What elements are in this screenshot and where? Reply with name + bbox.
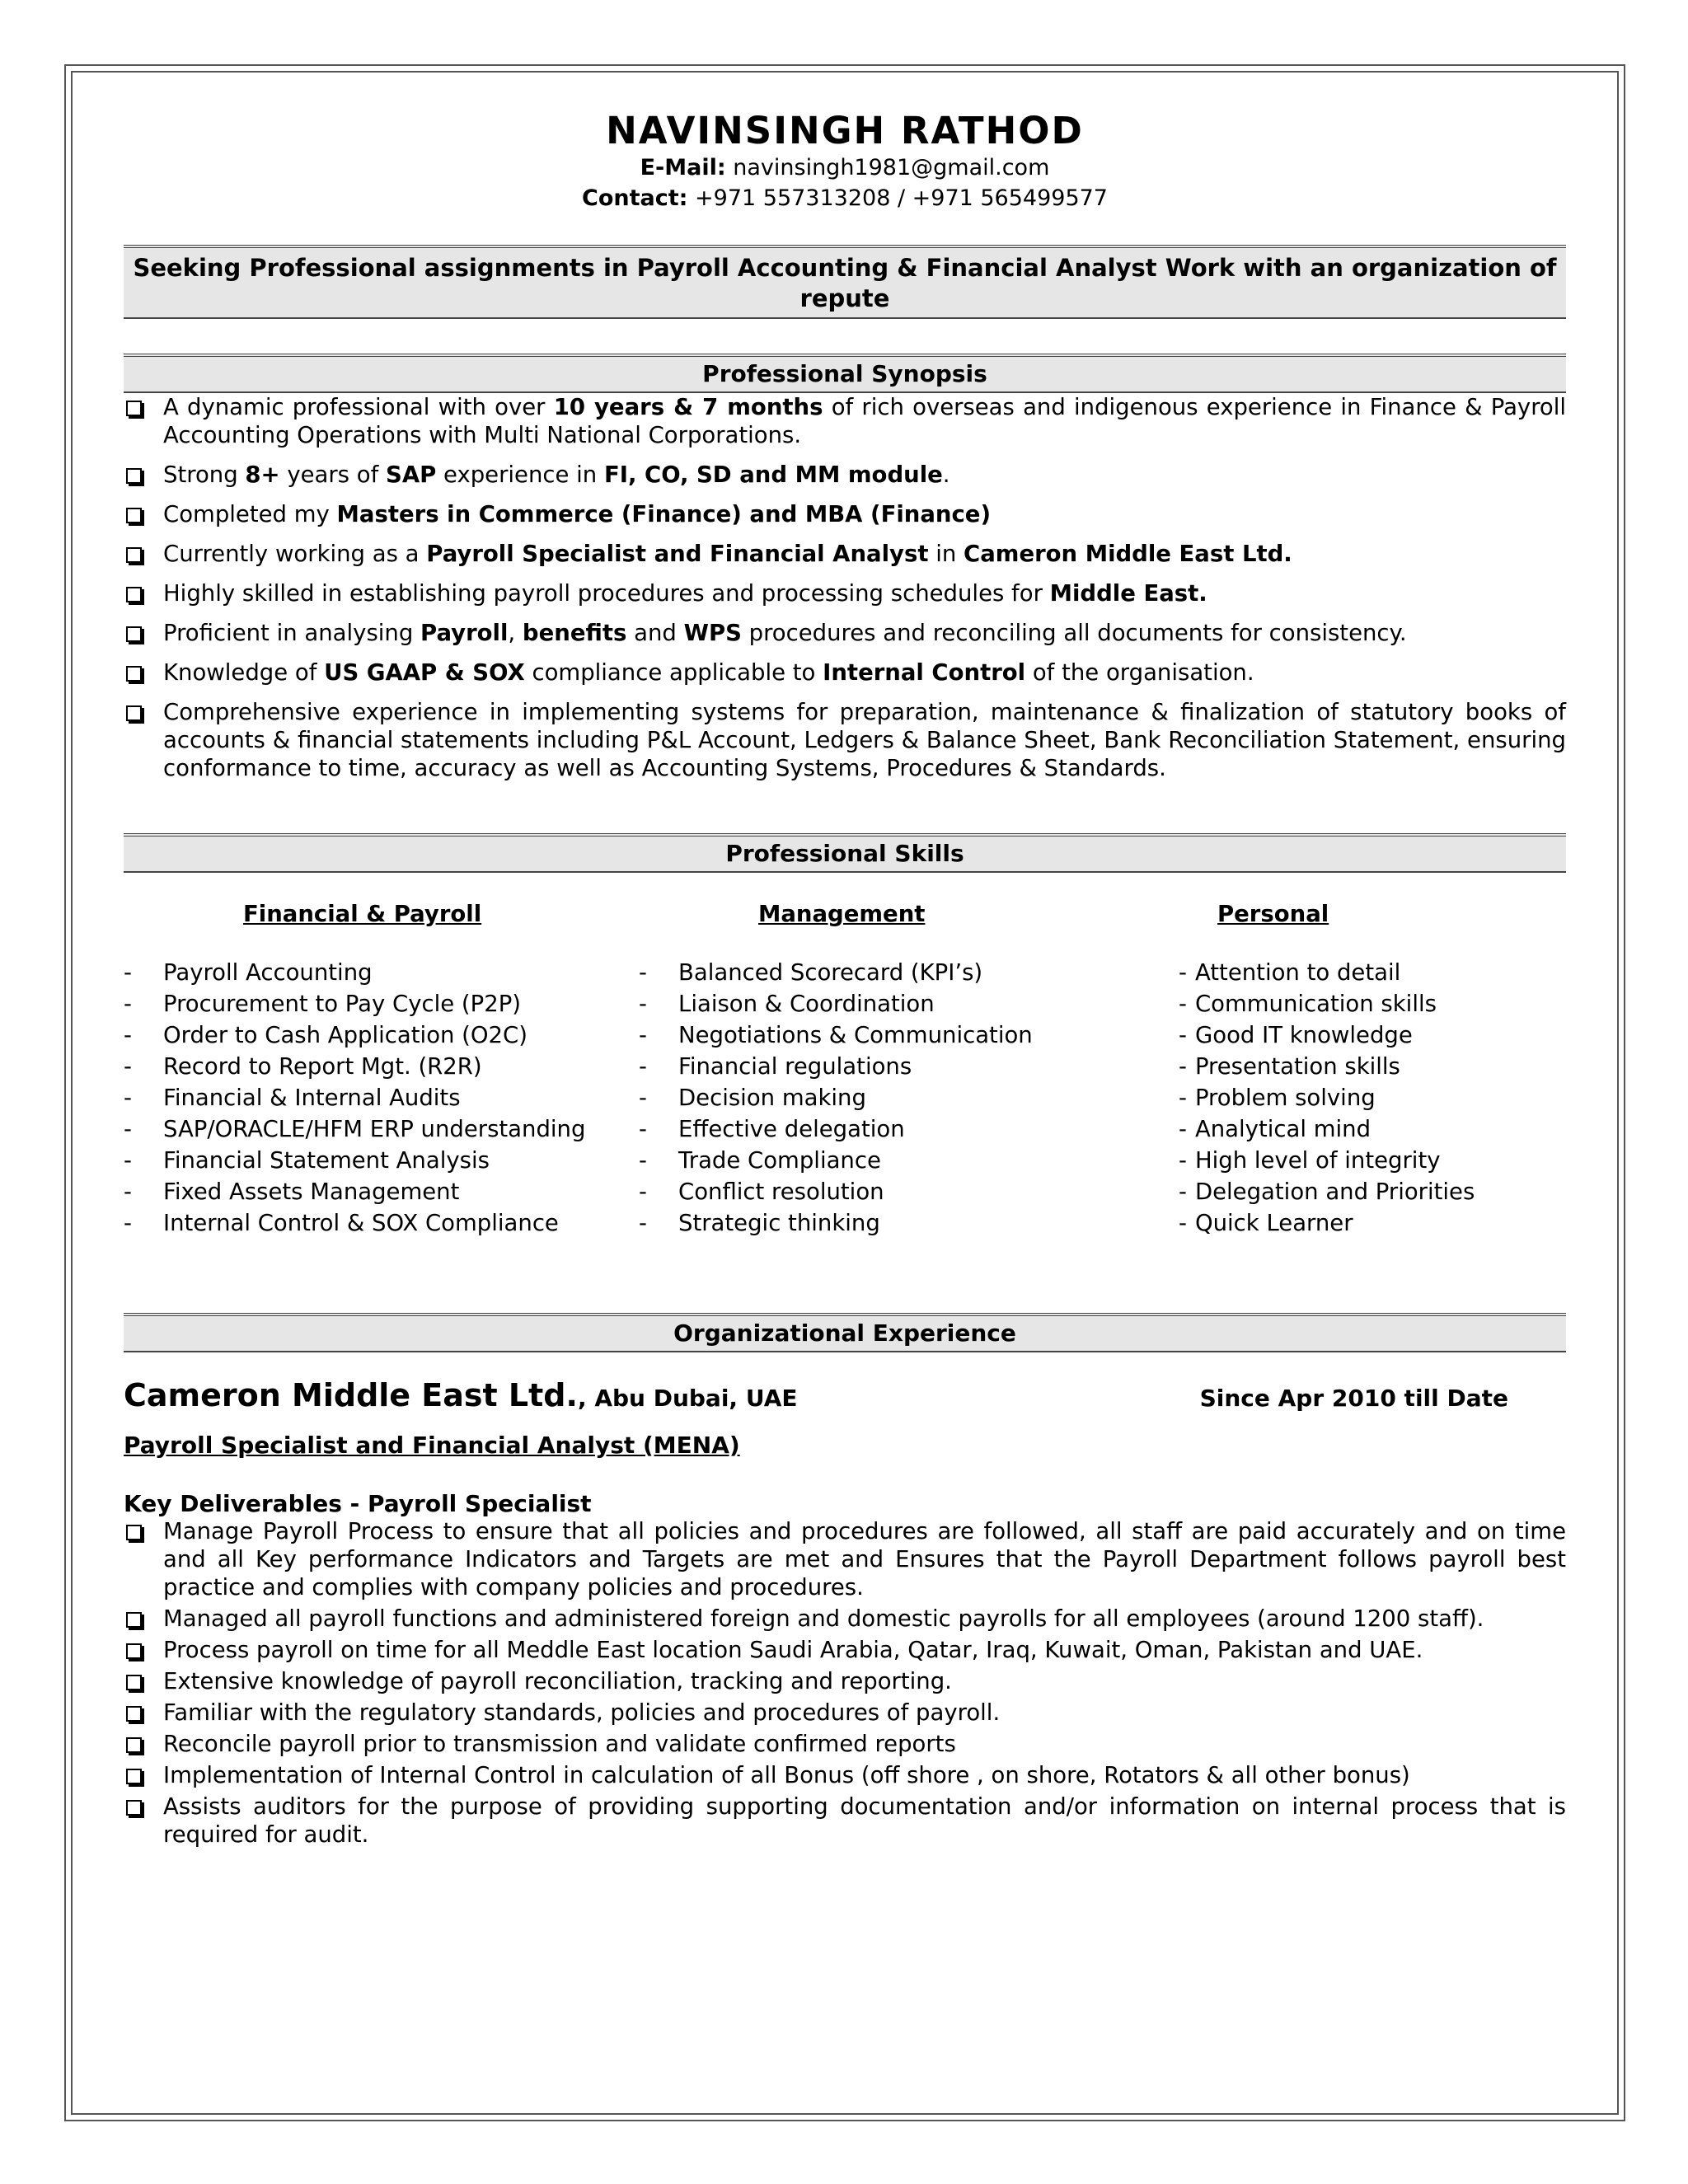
item-text: experience in: [436, 462, 604, 488]
emphasis-text: US GAAP & SOX: [324, 659, 525, 686]
skill-item: [124, 988, 639, 1019]
synopsis-item: [124, 579, 1566, 607]
skill-item: [1179, 1176, 1566, 1207]
deliverable-text: Extensive knowledge of payroll reconciliation, tracking and reporting.: [163, 1668, 952, 1694]
dash-bullet: -: [1179, 1116, 1187, 1142]
item-text: procedures and reconciling all documents for consistency.: [741, 620, 1407, 646]
dash-bullet: -: [1179, 1147, 1187, 1174]
deliverables-list: [124, 1517, 1566, 1849]
skills-column-title: Management: [758, 901, 926, 927]
item-text: and: [626, 620, 684, 646]
item-text: Highly skilled in establishing payroll procedures and processing schedules for: [163, 580, 1050, 607]
dash-bullet: -: [1179, 1022, 1187, 1048]
item-text: of the organisation.: [1025, 659, 1254, 686]
dash-bullet: -: [639, 1147, 647, 1174]
skill-text: Internal Control & SOX Compliance: [163, 1210, 559, 1236]
dash-bullet: -: [1179, 1210, 1187, 1236]
item-text: A dynamic professional with over: [163, 394, 554, 420]
skill-item: [639, 1207, 1179, 1239]
employer-location: , Abu Dubai, UAE: [577, 1385, 798, 1412]
checkbox-bullet-icon: [126, 1675, 142, 1690]
skill-text: Procurement to Pay Cycle (P2P): [163, 991, 522, 1017]
checkbox-bullet-icon: [126, 626, 142, 642]
dash-bullet: -: [639, 1116, 647, 1142]
synopsis-item: [124, 500, 1566, 528]
skills-list: [124, 957, 639, 1239]
employer: [124, 1377, 797, 1413]
checkbox-bullet-icon: [126, 1525, 142, 1540]
skill-text: Record to Report Mgt. (R2R): [163, 1053, 482, 1080]
section-title-skills: Professional Skills: [124, 833, 1566, 873]
skill-text: Liaison & Coordination: [678, 991, 935, 1017]
item-text: compliance applicable to: [524, 659, 823, 686]
deliverable-text: Process payroll on time for all Meddle East location Saudi Arabia, Qatar, Iraq, Kuwait, Oman, Pakistan and UAE.: [163, 1637, 1423, 1663]
deliverable-item: [124, 1730, 1566, 1758]
item-text: .: [942, 462, 950, 488]
skills-list: [1179, 957, 1566, 1239]
item-text: ,: [508, 620, 523, 646]
synopsis-item: [124, 698, 1566, 782]
synopsis-item: [124, 540, 1566, 568]
deliverable-item: [124, 1605, 1566, 1633]
dash-bullet: -: [124, 1085, 132, 1111]
phone-numbers: +971 557313208 / +971 565499577: [695, 185, 1108, 211]
dash-bullet: -: [124, 1022, 132, 1048]
synopsis-item: [124, 658, 1566, 687]
deliverable-text: Implementation of Internal Control in calculation of all Bonus (off shore , on shore, Rotators & all other bonus): [163, 1762, 1410, 1788]
skill-item: [124, 1019, 639, 1051]
checkbox-bullet-icon: [126, 1612, 142, 1628]
skill-text: Effective delegation: [678, 1116, 905, 1142]
skill-item: [1179, 1082, 1566, 1113]
skill-item: [639, 1082, 1179, 1113]
item-text: Comprehensive experience in implementing systems for preparation, maintenance & finalization of statutory books of accounts & financial statements including P&L Account, Ledgers & Balance Sheet, Bank Reconciliation Statement, ensuring conformance to time, accuracy as well as Accounting Systems, Procedures & Standards.: [163, 699, 1566, 781]
checkbox-bullet-icon: [126, 705, 142, 721]
skill-text: Presentation skills: [1194, 1053, 1400, 1080]
item-text: Knowledge of: [163, 659, 325, 686]
deliverable-item: [124, 1636, 1566, 1664]
item-text: Proficient in analysing: [163, 620, 421, 646]
emphasis-text: Internal Control: [823, 659, 1026, 686]
skill-item: [124, 957, 639, 988]
checkbox-bullet-icon: [126, 1706, 142, 1722]
deliverable-text: Reconcile payroll prior to transmission and validate confirmed reports: [163, 1731, 956, 1757]
skill-text: Conflict resolution: [678, 1179, 884, 1205]
emphasis-text: Middle East.: [1049, 580, 1207, 607]
skills-column: [639, 901, 1179, 1239]
deliverable-item: [124, 1793, 1566, 1849]
deliverable-item: [124, 1667, 1566, 1695]
dash-bullet: -: [639, 959, 647, 986]
employment-period: Since Apr 2010 till Date: [1199, 1385, 1508, 1412]
emphasis-text: Payroll Specialist and Financial Analyst: [426, 541, 929, 567]
checkbox-bullet-icon: [126, 401, 142, 416]
deliverables: [124, 1517, 1566, 1849]
skill-text: Delegation and Priorities: [1194, 1179, 1475, 1205]
dash-bullet: -: [124, 1210, 132, 1236]
deliverable-text: Manage Payroll Process to ensure that all policies and procedures are followed, all staff are paid accurately and on time and all Key performance Indicators and Targets are met and Ensures that the Payroll Department follows payroll best practice and complies with company policies and procedures.: [163, 1518, 1566, 1601]
checkbox-bullet-icon: [126, 1643, 142, 1659]
checkbox-bullet-icon: [126, 666, 142, 682]
skill-item: [124, 1051, 639, 1082]
deliverable-item: [124, 1699, 1566, 1727]
emphasis-text: SAP: [386, 462, 437, 488]
dash-bullet: -: [639, 991, 647, 1017]
skill-text: Problem solving: [1194, 1085, 1376, 1111]
dash-bullet: -: [124, 1116, 132, 1142]
deliverable-item: [124, 1761, 1566, 1789]
section-title-experience: Organizational Experience: [124, 1313, 1566, 1352]
skill-item: [1179, 988, 1566, 1019]
emphasis-text: 10 years & 7 months: [553, 394, 823, 420]
deliverable-text: Familiar with the regulatory standards, policies and procedures of payroll.: [163, 1699, 1001, 1726]
dash-bullet: -: [1179, 1053, 1187, 1080]
skill-text: SAP/ORACLE/HFM ERP understanding: [163, 1116, 586, 1142]
item-text: in: [928, 541, 964, 567]
emphasis-text: WPS: [683, 620, 742, 646]
contact-line: [124, 183, 1566, 213]
resume: [124, 99, 1566, 1852]
skill-text: Payroll Accounting: [163, 959, 373, 986]
emphasis-text: FI, CO, SD and MM module: [603, 462, 943, 488]
skill-text: Decision making: [678, 1085, 866, 1111]
dash-bullet: -: [124, 1147, 132, 1174]
skill-text: Balanced Scorecard (KPI’s): [678, 959, 983, 986]
skills-column-title: Financial & Payroll: [243, 901, 482, 927]
career-objective: Seeking Professional assignments in Payroll Accounting & Financial Analyst Work with an organization of repute: [124, 245, 1566, 319]
checkbox-bullet-icon: [126, 1800, 142, 1816]
skill-text: Good IT knowledge: [1194, 1022, 1413, 1048]
skill-item: [639, 1051, 1179, 1082]
email-label: E-Mail:: [640, 155, 726, 180]
dash-bullet: -: [124, 1179, 132, 1205]
skill-text: Financial Statement Analysis: [163, 1147, 490, 1174]
section-title-synopsis: Professional Synopsis: [124, 354, 1566, 393]
skill-item: [639, 1145, 1179, 1176]
item-text: of rich overseas and indigenous experience in Finance & Payroll Accounting Operations with Multi National Corporations.: [163, 394, 1566, 448]
skill-item: [1179, 1207, 1566, 1239]
emphasis-text: Masters in Commerce (Finance) and MBA (Finance): [336, 501, 992, 527]
skill-item: [124, 1207, 639, 1239]
skill-item: [124, 1145, 639, 1176]
item-text: years of: [279, 462, 387, 488]
contact-label: Contact:: [582, 185, 688, 211]
employer-row: [124, 1377, 1566, 1413]
emphasis-text: benefits: [522, 620, 627, 646]
deliverables-title: Key Deliverables - Payroll Specialist: [124, 1490, 592, 1517]
skill-text: Communication skills: [1194, 991, 1437, 1017]
email-line: [124, 152, 1566, 183]
item-text: Strong: [163, 462, 246, 488]
skills-column: [1179, 901, 1566, 1239]
skill-text: Financial regulations: [678, 1053, 912, 1080]
dash-bullet: -: [639, 1210, 647, 1236]
skill-item: [124, 1176, 639, 1207]
deliverable-text: Managed all payroll functions and administered foreign and domestic payrolls for all employees (around 1200 staff).: [163, 1605, 1484, 1632]
candidate-name: NAVINSINGH RATHOD: [606, 109, 1084, 152]
skill-item: [639, 1019, 1179, 1051]
employer-name: Cameron Middle East Ltd.: [124, 1377, 578, 1413]
dash-bullet: -: [124, 991, 132, 1017]
emphasis-text: Payroll: [420, 620, 509, 646]
skill-text: Order to Cash Application (O2C): [163, 1022, 528, 1048]
checkbox-bullet-icon: [126, 1737, 142, 1753]
skill-text: Financial & Internal Audits: [163, 1085, 461, 1111]
skill-item: [124, 1082, 639, 1113]
skill-text: Quick Learner: [1194, 1210, 1353, 1236]
skill-item: [639, 988, 1179, 1019]
skills-column: [124, 901, 639, 1239]
skill-text: Negotiations & Communication: [678, 1022, 1033, 1048]
skill-text: High level of integrity: [1194, 1147, 1441, 1174]
synopsis-item: [124, 461, 1566, 489]
item-text: Currently working as a: [163, 541, 427, 567]
skill-text: Trade Compliance: [678, 1147, 881, 1174]
emphasis-text: Cameron Middle East Ltd.: [964, 541, 1292, 567]
skill-item: [1179, 1113, 1566, 1145]
job-title: Payroll Specialist and Financial Analyst (MENA): [124, 1432, 740, 1459]
skill-item: [1179, 1019, 1566, 1051]
dash-bullet: -: [124, 1053, 132, 1080]
dash-bullet: -: [124, 959, 132, 986]
skill-item: [1179, 957, 1566, 988]
dash-bullet: -: [639, 1022, 647, 1048]
deliverable-text: Assists auditors for the purpose of providing supporting documentation and/or information on internal process that is required for audit.: [163, 1793, 1566, 1848]
synopsis-item: [124, 393, 1566, 449]
deliverable-item: [124, 1517, 1566, 1601]
checkbox-bullet-icon: [126, 547, 142, 563]
skill-item: [639, 1113, 1179, 1145]
skills-column-title: Personal: [1217, 901, 1329, 927]
dash-bullet: -: [639, 1085, 647, 1111]
skill-text: Fixed Assets Management: [163, 1179, 460, 1205]
dash-bullet: -: [1179, 1179, 1187, 1205]
synopsis-list: [124, 393, 1566, 782]
dash-bullet: -: [639, 1053, 647, 1080]
skill-text: Strategic thinking: [678, 1210, 880, 1236]
skill-text: Attention to detail: [1194, 959, 1401, 986]
skill-item: [1179, 1051, 1566, 1082]
skill-item: [639, 1176, 1179, 1207]
skills-list: [639, 957, 1179, 1239]
email-address: navinsingh1981@gmail.com: [733, 155, 1050, 180]
checkbox-bullet-icon: [126, 468, 142, 484]
skill-item: [1179, 1145, 1566, 1176]
skill-item: [124, 1113, 639, 1145]
emphasis-text: 8+: [245, 462, 280, 488]
checkbox-bullet-icon: [126, 587, 142, 602]
dash-bullet: -: [1179, 959, 1187, 986]
skill-text: Analytical mind: [1194, 1116, 1372, 1142]
item-text: Completed my: [163, 501, 337, 527]
dash-bullet: -: [1179, 1085, 1187, 1111]
dash-bullet: -: [1179, 991, 1187, 1017]
skill-item: [639, 957, 1179, 988]
checkbox-bullet-icon: [126, 1769, 142, 1784]
synopsis-item: [124, 619, 1566, 647]
checkbox-bullet-icon: [126, 508, 142, 523]
skills-grid: [124, 901, 1566, 1239]
dash-bullet: -: [639, 1179, 647, 1205]
